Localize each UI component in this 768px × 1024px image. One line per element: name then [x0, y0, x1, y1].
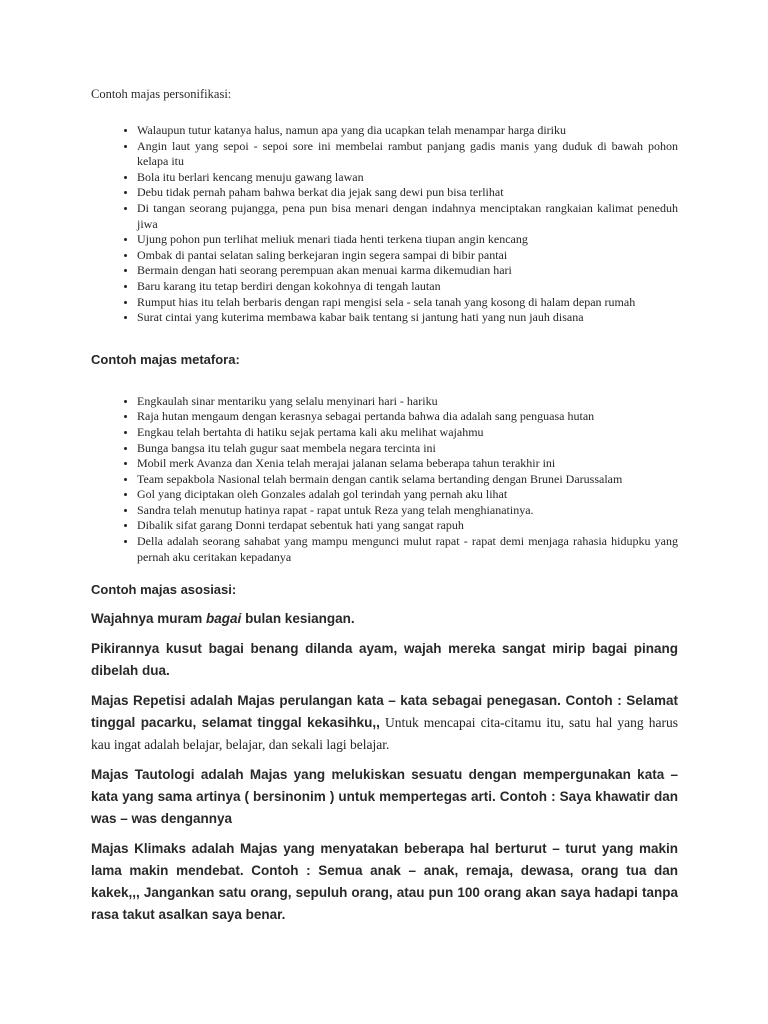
list-item: • Baru karang itu tetap berdiri dengan kokohnya di tengah lautan — [137, 279, 678, 295]
list-item: • Surat cintai yang kuterima membawa kabar baik tentang si jantung hati yang nun jauh disana — [137, 310, 678, 326]
metafora-list — [91, 394, 678, 566]
list-item: • Debu tidak pernah paham bahwa berkat dia jejak sang dewi pun bisa terlihat — [137, 185, 678, 201]
text-segment-bold: Majas Tautologi adalah Majas yang melukiskan sesuatu dengan mempergunakan kata – kata yang sama artinya ( bersinonim ) untuk mempertegas arti. Contoh : Saya khawatir dan was – was dengannya — [91, 767, 678, 827]
text-segment-bold: Wajahnya muram — [91, 611, 207, 627]
list-item: • Sandra telah menutup hatinya rapat - rapat untuk Reza yang telah menghianatinya. — [137, 503, 678, 519]
document-content — [91, 87, 678, 934]
text-segment-bold: Majas Repetisi adalah Majas perulangan kata – kata sebagai penegasan. Contoh : Selamat tinggal pacarku, selamat tinggal kekasihku,, — [91, 693, 678, 731]
asosiasi-example-2 — [91, 638, 678, 682]
metafora-heading: Contoh majas metafora: — [91, 351, 240, 367]
list-item: • Engkaulah sinar mentariku yang selalu menyinari hari - hariku — [137, 394, 678, 410]
list-item: • Raja hutan mengaum dengan kerasnya sebagai pertanda bahwa dia adalah sang penguasa hutan — [137, 409, 678, 425]
list-item: • Bermain dengan hati seorang perempuan akan menuai karma dikemudian hari — [137, 263, 678, 279]
personifikasi-heading: Contoh majas personifikasi: — [91, 87, 232, 101]
list-item: • Mobil merk Avanza dan Xenia telah merajai jalanan selama beberapa tahun terakhir ini — [137, 456, 678, 472]
list-item: • Dibalik sifat garang Donni terdapat sebentuk hati yang sangat rapuh — [137, 518, 678, 534]
list-item: • Di tangan seorang pujangga, pena pun bisa menari dengan indahnya menciptakan rangkaian kalimat peneduh jiwa — [137, 201, 678, 232]
asosiasi-example-1 — [91, 608, 678, 630]
tautologi-paragraph — [91, 764, 678, 830]
list-item: • Della adalah seorang sahabat yang mampu mengunci mulut rapat - rapat demi menjaga rahasia hidupku yang pernah aku ceritakan kepadanya — [137, 534, 678, 565]
text-segment-bold: bulan kesiangan. — [241, 611, 355, 627]
list-item: • Rumput hias itu telah berbaris dengan rapi mengisi sela - sela tanah yang kosong di halam depan rumah — [137, 295, 678, 311]
text-segment-bold-italic: bagai — [206, 611, 242, 627]
text-segment-bold: Pikirannya kusut bagai benang dilanda ayam, wajah mereka sangat mirip bagai pinang dibelah dua. — [91, 641, 678, 679]
list-item: • Ujung pohon pun terlihat meliuk menari tiada henti terkena tiupan angin kencang — [137, 232, 678, 248]
asosiasi-heading: Contoh majas asosiasi: — [91, 582, 237, 598]
list-item: • Angin laut yang sepoi - sepoi sore ini membelai rambut panjang gadis manis yang duduk di bawah pohon kelapa itu — [137, 139, 678, 170]
list-item: • Bunga bangsa itu telah gugur saat membela negara tercinta ini — [137, 441, 678, 457]
list-item: • Walaupun tutur katanya halus, namun apa yang dia ucapkan telah menampar harga diriku — [137, 123, 678, 139]
repetisi-paragraph — [91, 690, 678, 756]
list-item: • Bola itu berlari kencang menuju gawang lawan — [137, 170, 678, 186]
list-item: • Engkau telah bertahta di hatiku sejak pertama kali aku melihat wajahmu — [137, 425, 678, 441]
list-item: • Team sepakbola Nasional telah bermain dengan cantik selama bertanding dengan Brunei Darussalam — [137, 472, 678, 488]
klimaks-paragraph — [91, 838, 678, 926]
text-segment-bold: Majas Klimaks adalah Majas yang menyatakan beberapa hal berturut – turut yang makin lama makin mendebat. Contoh : Semua anak – anak, remaja, dewasa, orang tua dan kakek,,, Jangankan satu orang, sepuluh orang, atau pun 100 orang akan saya hadapi tanpa rasa takut asalkan saya benar. — [91, 841, 678, 923]
text-segment-serif: Untuk mencapai cita-citamu itu, satu hal yang harus kau ingat adalah belajar, belajar, dan sekali lagi belajar. — [91, 715, 678, 753]
personifikasi-list — [91, 123, 678, 326]
list-item: • Gol yang diciptakan oleh Gonzales adalah gol terindah yang pernah aku lihat — [137, 487, 678, 503]
list-item: • Ombak di pantai selatan saling berkejaran ingin segera sampai di bibir pantai — [137, 248, 678, 264]
